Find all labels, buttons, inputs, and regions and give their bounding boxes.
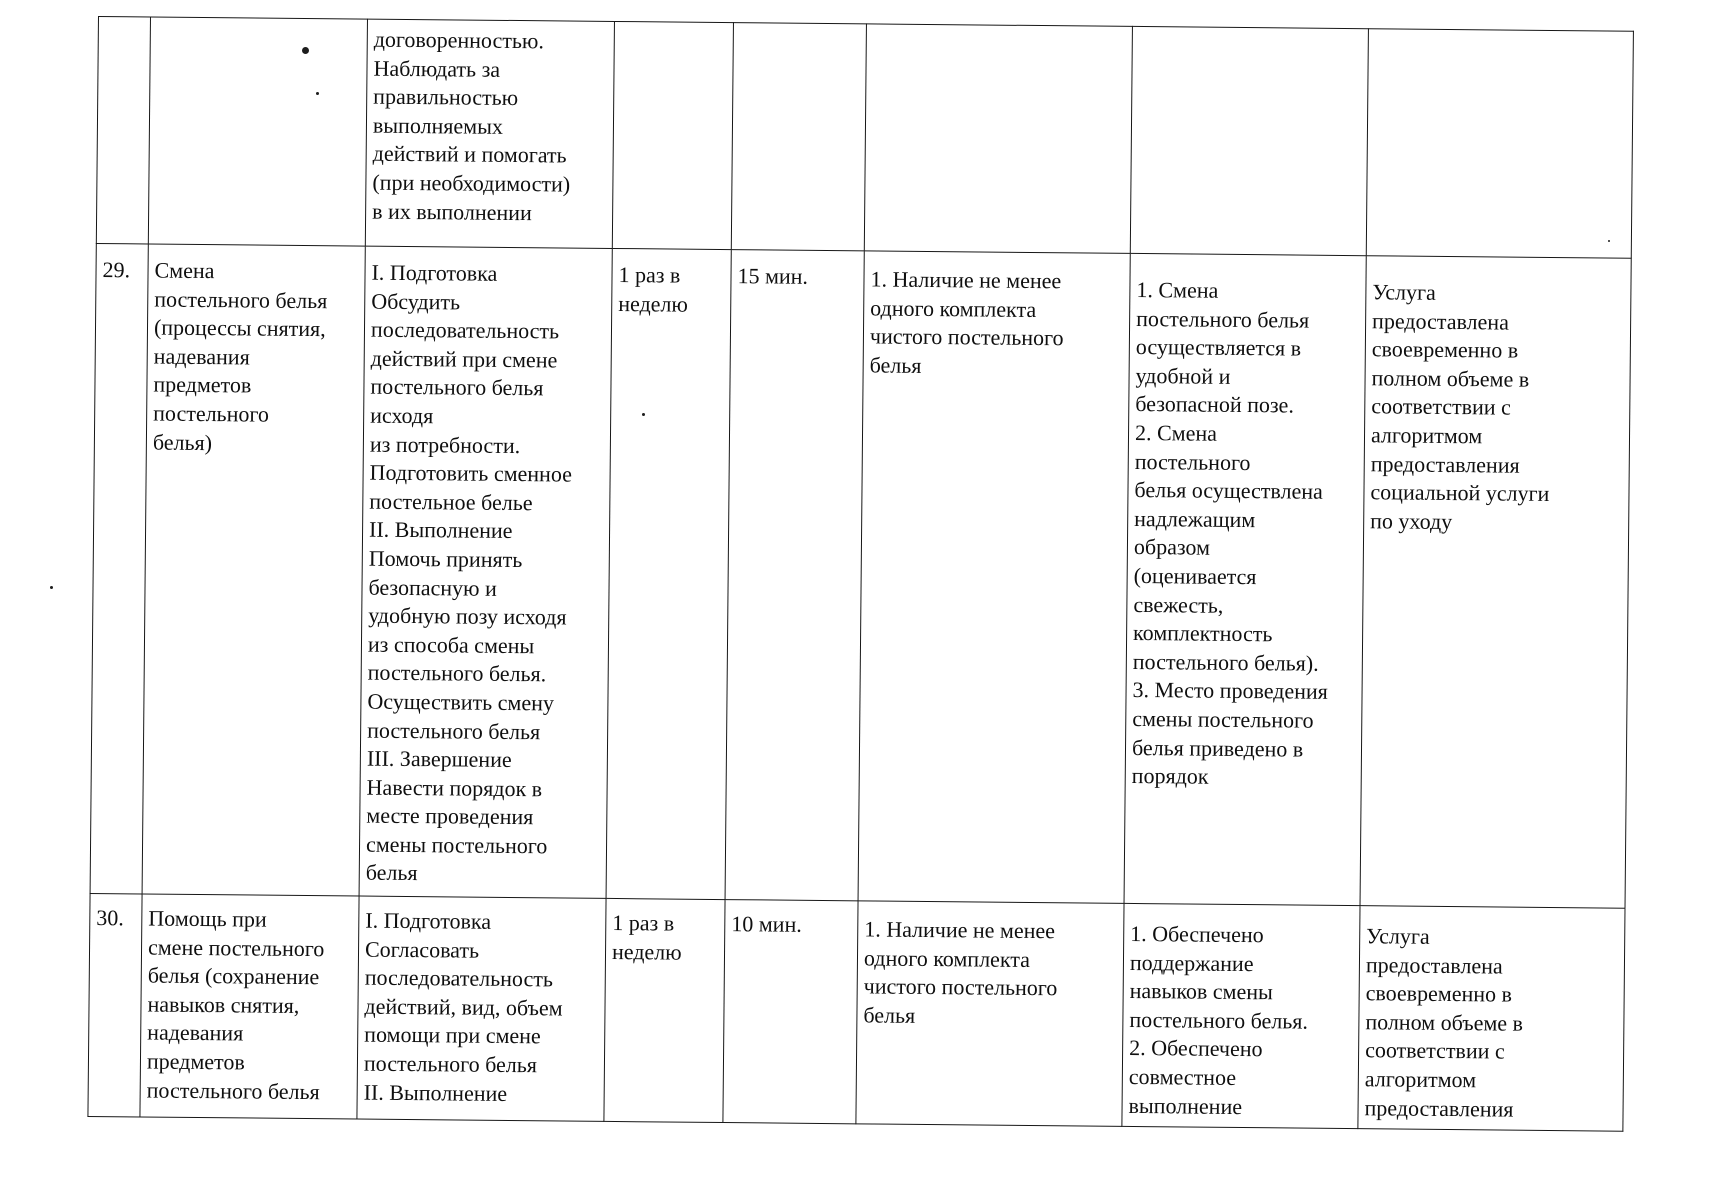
cell-text-line: соответствии с — [1365, 1037, 1505, 1064]
cell-text: 30. — [96, 905, 124, 931]
cell-text-line: постельное белье — [369, 488, 533, 515]
cell-text-line: совместное — [1128, 1063, 1237, 1090]
cell-text-line: предметов — [153, 371, 252, 398]
cell-text-line: постельного белья — [154, 286, 328, 313]
cell-text-line: постельного белья. — [1129, 1006, 1309, 1034]
cell-text-line: неделю — [618, 290, 689, 317]
cell-text-line: надлежащим — [1134, 505, 1256, 532]
cell-text-line: образом — [1133, 534, 1211, 561]
cell-text-line: (при необходимости) — [372, 169, 571, 197]
cell-duration — [731, 23, 866, 251]
cell-text-line: правильностью — [373, 83, 519, 111]
cell-text-line: навыков снятия, — [147, 991, 300, 1018]
cell-text-line: выполнение — [1128, 1092, 1243, 1119]
cell-text-line: Подготовить сменное — [369, 459, 573, 487]
cell-text-line: последовательность — [364, 964, 554, 992]
cell-text-line: белья приведено в — [1131, 734, 1304, 762]
cell-conditions — [858, 251, 1130, 904]
cell-frequency — [612, 21, 733, 249]
cell-text — [740, 29, 860, 30]
cell-text-line: алгоритмом — [1370, 422, 1483, 449]
cell-text-line: безопасной позе. — [1135, 391, 1295, 418]
cell-text-line: I. Подготовка — [371, 259, 498, 286]
cell-number — [96, 17, 150, 244]
cell-text-line: одного комплекта — [863, 944, 1031, 972]
cell-text-line: Смена — [154, 257, 215, 284]
cell-text-line: постельного белья. — [367, 659, 547, 687]
cell-results — [1122, 903, 1360, 1128]
cell-text-line: 1. Наличие не менее — [864, 916, 1056, 944]
cell-text-line: надевания — [153, 343, 250, 370]
cell-text-line: постельного белья — [363, 1050, 538, 1078]
cell-text-line: Услуга — [1366, 923, 1430, 949]
cell-text-line: удобной и — [1135, 362, 1231, 389]
cell-text-line: II. Выполнение — [368, 516, 513, 544]
cell-text-line: своевременно в — [1365, 980, 1513, 1007]
cell-text-line: действий и помогать — [372, 141, 567, 168]
cell-text-line: осуществляется в — [1135, 334, 1302, 361]
cell-text-line: предоставлена — [1372, 307, 1510, 335]
scan-speck — [302, 47, 309, 54]
cell-evaluation — [1360, 256, 1631, 909]
cell-text-line: свежесть, — [1133, 591, 1224, 618]
cell-text-line: своевременно в — [1371, 336, 1519, 363]
cell-text-line: белья) — [152, 429, 213, 455]
cell-text-line: 2. Обеспечено — [1129, 1035, 1263, 1062]
cell-number — [90, 243, 148, 893]
scan-speck — [50, 586, 53, 589]
cell-evaluation — [1358, 906, 1625, 1132]
cell-text-line: предметов — [146, 1048, 245, 1075]
cell-text-line: 3. Место проведения — [1132, 677, 1329, 705]
services-table — [87, 16, 1633, 1132]
cell-text-line: постельного — [1134, 448, 1251, 475]
cell-text-line: белья (сохранение — [147, 962, 320, 990]
cell-frequency — [604, 898, 725, 1122]
cell-text: 10 мин. — [731, 911, 802, 937]
cell-text-line: Навести порядок в — [366, 774, 543, 801]
scan-speck — [316, 92, 319, 95]
cell-procedure — [357, 896, 606, 1121]
table-row — [90, 243, 1631, 908]
cell-text-line: последовательность — [370, 316, 560, 344]
cell-text-line: белья — [863, 1002, 916, 1028]
cell-text-line: социальной услуги — [1370, 479, 1550, 507]
cell-text-line: навыков смены — [1129, 978, 1273, 1005]
cell-text-line: чистого постельного — [863, 973, 1058, 1001]
cell-procedure — [359, 246, 612, 898]
cell-text-line: комплектность — [1133, 620, 1273, 647]
cell-text-line: II. Выполнение — [363, 1079, 508, 1106]
cell-text-line: белья — [365, 860, 418, 886]
cell-text-line: Наблюдать за — [373, 55, 501, 82]
cell-text-line: исходя — [370, 402, 434, 429]
cell-text-line: предоставления — [1370, 450, 1520, 478]
cell-text-line: безопасную и — [368, 574, 497, 601]
cell-text: 29. — [102, 257, 131, 283]
cell-text-line: белья — [869, 352, 922, 378]
cell-text-line: I. Подготовка — [365, 907, 492, 934]
cell-text-line: белья осуществлена — [1134, 477, 1323, 504]
cell-text-line: одного комплекта — [870, 295, 1037, 322]
cell-text-line: смены постельного — [1132, 705, 1314, 733]
cell-evaluation — [1366, 29, 1633, 259]
cell-text-line: соответствии с — [1371, 393, 1512, 420]
scan-speck — [642, 413, 645, 416]
cell-results — [1130, 26, 1368, 255]
cell-text-line: надевания — [147, 1019, 244, 1046]
cell-text-line: Осуществить смену — [367, 688, 555, 716]
table-row — [96, 17, 1633, 259]
cell-text-line: постельного белья — [146, 1077, 320, 1104]
cell-number — [88, 893, 142, 1116]
cell-text-line: действий при смене — [370, 345, 558, 373]
cell-text-line: полном объеме в — [1371, 365, 1530, 392]
cell-service — [148, 17, 367, 246]
cell-text-line: неделю — [611, 938, 682, 965]
cell-text-line: удобную позу исходя — [368, 602, 567, 630]
cell-duration — [723, 900, 858, 1124]
cell-text-line: смены постельного — [365, 831, 548, 859]
cell-text-line: Обсудить — [371, 288, 461, 315]
cell-text-line: порядок — [1131, 763, 1209, 789]
cell-text-line: поддержание — [1129, 949, 1254, 976]
cell-text-line: полном объеме в — [1365, 1008, 1524, 1036]
cell-service — [142, 244, 365, 896]
table-body — [88, 17, 1633, 1132]
cell-text-line: предоставлена — [1365, 951, 1503, 979]
cell-text-line: действий, вид, объем — [364, 993, 563, 1021]
cell-text-line: в их выполнении — [372, 198, 532, 225]
cell-conditions — [856, 901, 1124, 1127]
cell-text-line: смене постельного — [147, 934, 325, 961]
cell-text-line: Согласовать — [364, 936, 480, 963]
cell-text-line: (процессы снятия, — [153, 314, 326, 342]
cell-text-line: чистого постельного — [869, 323, 1064, 351]
cell-procedure — [365, 19, 614, 248]
cell-text-line: 1. Смена — [1136, 276, 1219, 303]
cell-text-line: постельного белья — [370, 374, 544, 401]
cell-text-line: предоставления — [1364, 1094, 1514, 1122]
cell-frequency — [606, 248, 731, 899]
cell-text-line: постельного белья — [367, 717, 541, 744]
cell-text-line: Помочь принять — [368, 545, 523, 573]
cell-duration — [725, 250, 864, 901]
scan-speck — [1608, 240, 1610, 242]
cell-text-line: постельного белья — [1136, 305, 1310, 333]
cell-text-line: 1 раз в — [618, 262, 681, 288]
cell-text-line: месте проведения — [366, 802, 534, 830]
cell-text-line: из способа смены — [367, 631, 535, 658]
cell-text-line: 1. Обеспечено — [1130, 920, 1264, 948]
cell-text-line: 1. Наличие не менее — [870, 266, 1062, 294]
cell-text-line: III. Завершение — [366, 745, 512, 773]
cell-text-line: выполняемых — [372, 112, 504, 139]
cell-text: 15 мин. — [737, 263, 809, 289]
cell-text-line: (оценивается — [1133, 562, 1257, 590]
cell-text-line: Услуга — [1372, 279, 1436, 305]
table-row — [88, 893, 1625, 1131]
cell-text-line: из потребности. — [369, 431, 521, 458]
cell-text-line: 1 раз в — [612, 909, 675, 936]
cell-text-line: постельного белья). — [1132, 648, 1319, 676]
cell-text-line: по уходу — [1370, 507, 1453, 534]
cell-text-line: договоренностью. — [373, 26, 545, 54]
cell-text-line: 2. Смена — [1134, 419, 1218, 446]
cell-text-line: алгоритмом — [1364, 1066, 1477, 1093]
cell-text-line: помощи при смене — [364, 1021, 541, 1049]
cell-conditions — [864, 24, 1132, 254]
cell-service — [140, 894, 359, 1119]
cell-text-line: постельного — [153, 400, 270, 427]
cell-results — [1124, 253, 1366, 905]
cell-text-line: Помощь при — [148, 905, 267, 932]
